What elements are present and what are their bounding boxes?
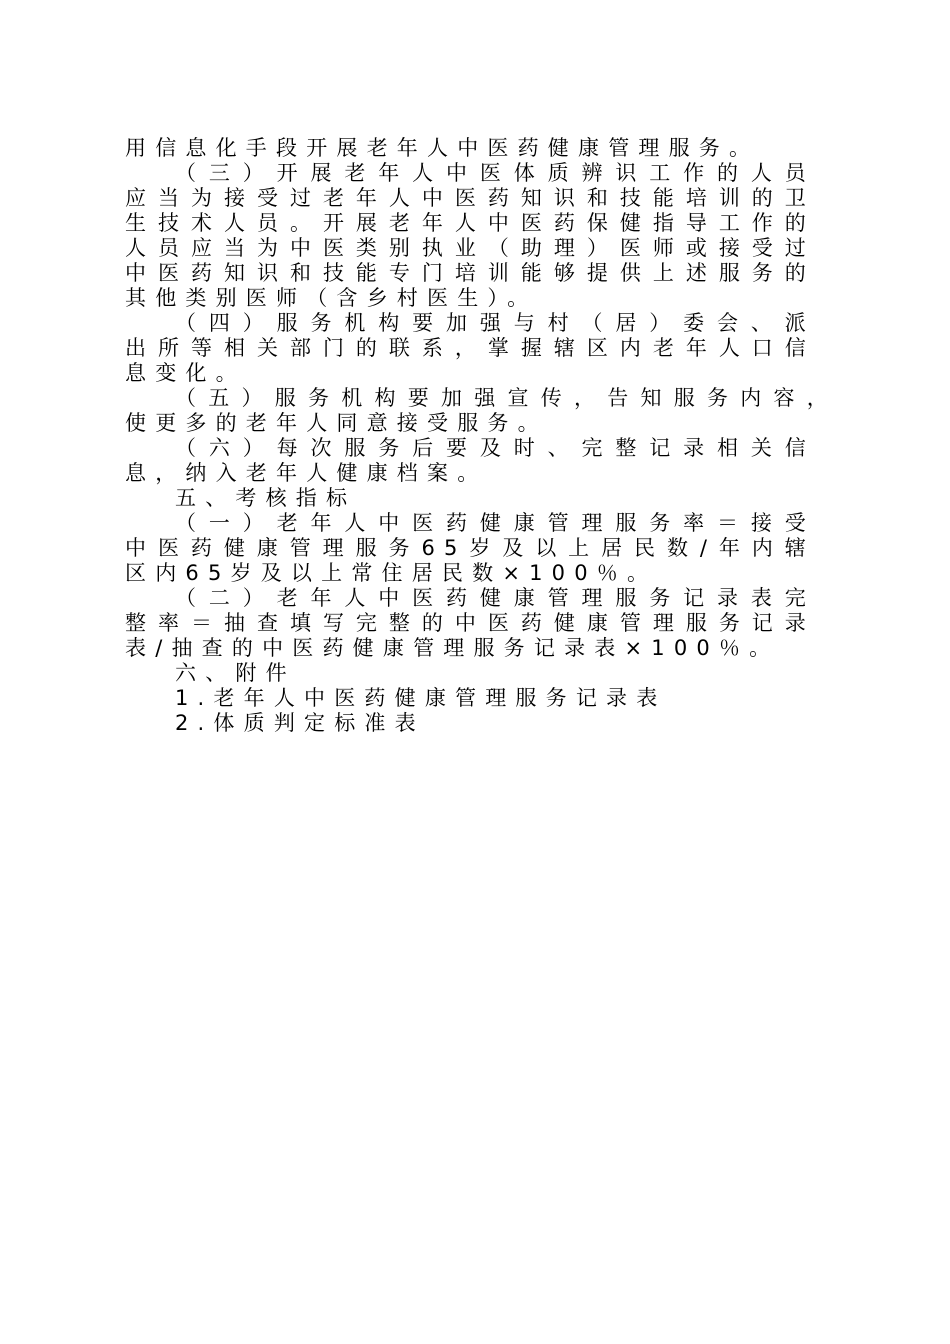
paragraph-line: （四）服务机构要加强与村（居）委会、派 (175, 311, 815, 335)
paragraph-line: 使更多的老年人同意接受服务。 (125, 411, 548, 435)
paragraph-line: （三）开展老年人中医体质辨识工作的人员 (175, 161, 815, 185)
paragraph-line: 息，纳入老年人健康档案。 (125, 461, 488, 485)
paragraph-line: 其他类别医师（含乡村医生）。 (125, 286, 538, 310)
paragraph-line: 用信息化手段开展老年人中医药健康管理服务。 (125, 136, 760, 160)
paragraph-line: 区内65岁及以上常住居民数×100％。 (125, 561, 658, 585)
paragraph-line: 生技术人员。开展老年人中医药保健指导工作的 (125, 211, 815, 235)
paragraph-line: 息变化。 (125, 361, 246, 385)
paragraph-line: 应当为接受过老年人中医药知识和技能培训的卫 (125, 186, 815, 210)
paragraph-line: （二）老年人中医药健康管理服务记录表完 (175, 586, 815, 610)
paragraph-line: （五）服务机构要加强宣传，告知服务内容， (175, 386, 837, 410)
paragraph-line: 表/抽查的中医药健康管理服务记录表×100％。 (125, 636, 780, 660)
attachment-item: 2.体质判定标准表 (175, 711, 425, 735)
paragraph-line: （一）老年人中医药健康管理服务率＝接受 (175, 511, 815, 535)
attachment-item: 1.老年人中医药健康管理服务记录表 (175, 686, 667, 710)
paragraph-line: 人员应当为中医类别执业（助理）医师或接受过 (125, 236, 815, 260)
paragraph-line: 整率＝抽查填写完整的中医药健康管理服务记录 (125, 611, 815, 635)
section-heading: 六、附件 (175, 661, 296, 685)
paragraph-line: 中医药健康管理服务65岁及以上居民数/年内辖 (125, 536, 815, 560)
paragraph-line: 出所等相关部门的联系，掌握辖区内老年人口信 (125, 336, 815, 360)
paragraph-line: （六）每次服务后要及时、完整记录相关信 (175, 436, 815, 460)
paragraph-line: 中医药知识和技能专门培训能够提供上述服务的 (125, 261, 815, 285)
section-heading: 五、考核指标 (175, 486, 357, 510)
